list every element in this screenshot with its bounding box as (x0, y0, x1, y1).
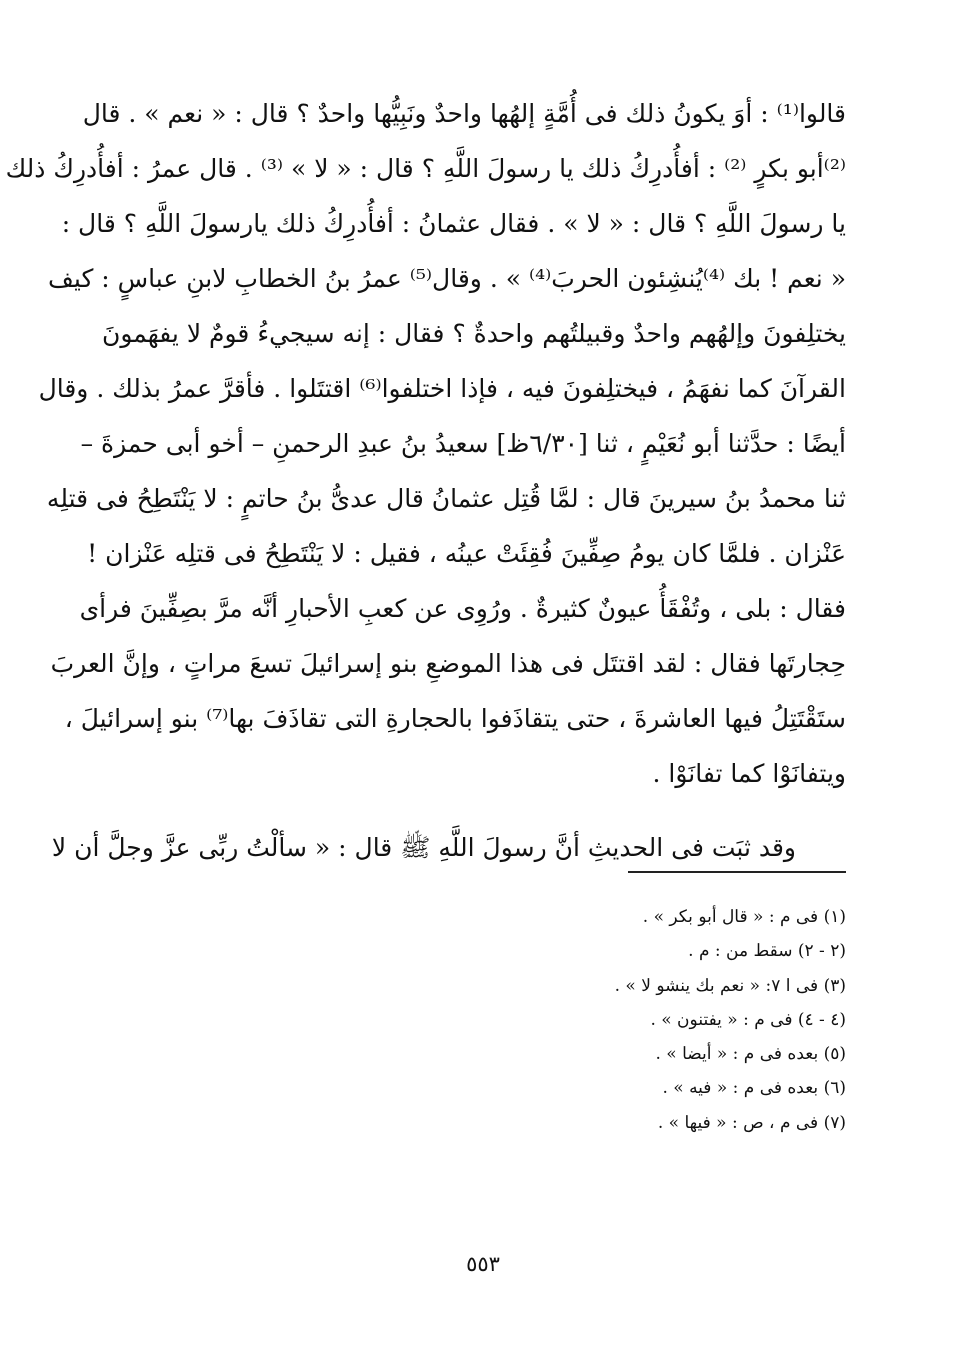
text-line: ثنا محمدُ بنُ سيرينَ قال : لمَّا قُتِل عثمانُ قال عدىُّ بنُ حاتمٍ : لا يَنْتَطِحُ فى قتلِه (46, 484, 846, 513)
main-text (5, 86, 846, 875)
footnote: (٧) فى م ، ص : « فيها » . (657, 1112, 846, 1133)
text-line: ويتفانَوْا كما تفانَوْا . (652, 759, 846, 788)
text-line: ستَقْتَتِلُ فيها العاشرةَ ، حتى يتقاذَفوا بالحجارةِ التى تقاذَفَ بها⁽⁷⁾ بنو إسرائيلَ ، (64, 704, 846, 733)
text-line: القرآنَ كما نفهَمُ ، فيختلِفونَ فيه ، فإذا اختلفوا⁽⁶⁾ اقتتَلوا . فأقرَّ عمرُ بذلك . وقال (38, 374, 846, 403)
text-line: يختلِفونَ وإلهُهم واحدٌ وقبيلتُهم واحدةٌ ؟ فقال : إنه سيجيءُ قومٌ لا يفهَمونَ (102, 319, 846, 348)
text-line: ⁽²⁾أبو بكرٍ ⁽²⁾ : أفأُدرِكُ ذلك يا رسولَ اللَّهِ ؟ قال : « لا » ⁽³⁾ . قال عمرُ : أفأُدرِكُ ذلك (5, 154, 846, 183)
text-line: قالوا⁽¹⁾ : أوَ يكونُ ذلك فى أُمَّةٍ إلهُها واحدٌ ونَبِيُّها واحدٌ ؟ قال : « نعم » . قال (82, 99, 846, 128)
text-line: أيضًا : حدَّثنا أبو نُعَيْمٍ ، ثنا [٦/٣٠ظ] سعيدُ بنُ عبدِ الرحمنِ – أخو أبى حمزةَ – (80, 429, 846, 458)
text-line: وقد ثبَت فى الحديثِ أنَّ رسولَ اللَّهِ ﷺ قال : « سألْتُ ربِّى عزَّ وجلَّ أن لا (51, 833, 796, 862)
page-number: ٥٥٣ (466, 1252, 500, 1276)
footnote: (٦) بعده فى م : « فيه » . (662, 1078, 846, 1099)
text-line: حِجارتَها فقال : لقد اقتتَل فى هذا الموضعِ بنو إسرائيلَ تسعَ مراتٍ ، وإنَّ العربَ (50, 649, 846, 678)
footnotes (300, 900, 846, 1140)
text-line: يا رسولَ اللَّهِ ؟ قال : « لا » . فقال عثمانُ : أفأُدرِكُ ذلك يارسولَ اللَّهِ ؟ قال : (61, 209, 846, 238)
text-line: « نعم ! بك ⁽⁴⁾يُنشِئون الحربَ⁽⁴⁾ » . وقال⁽⁵⁾ عمرُ بنُ الخطابِ لابنِ عباسٍ : كيف (48, 264, 846, 293)
paragraph-gap (128, 801, 846, 820)
footnote: (٣) فى ا ٧: « نعم بك ينشو لا » . (614, 975, 846, 996)
text-line: فقال : بلى ، وتُفْقَأُ عيونٌ كثيرةٌ . ورُوِى عن كعبِ الأحبارِ أنَّه مرَّ بصِفِّينَ فرأى (79, 594, 846, 623)
footnote: (٤ - ٤) فى م : « يفتنون » . (650, 1009, 846, 1030)
footnote: (١) فى م : « قال أبو بكر » . (642, 907, 846, 927)
text-line: عَنْزان . فلمَّا كان يومُ صِفِّينَ فُقِئَتْ عينُه ، فقيل : لا يَنْتَطِحُ فى قتلِه عَنْزان ! (87, 539, 846, 568)
footnote: (٥) بعده فى م : « أيضا » . (655, 1044, 846, 1065)
footnote: (٢ - ٢) سقط من : م . (688, 941, 846, 962)
footnote-divider (628, 871, 846, 873)
